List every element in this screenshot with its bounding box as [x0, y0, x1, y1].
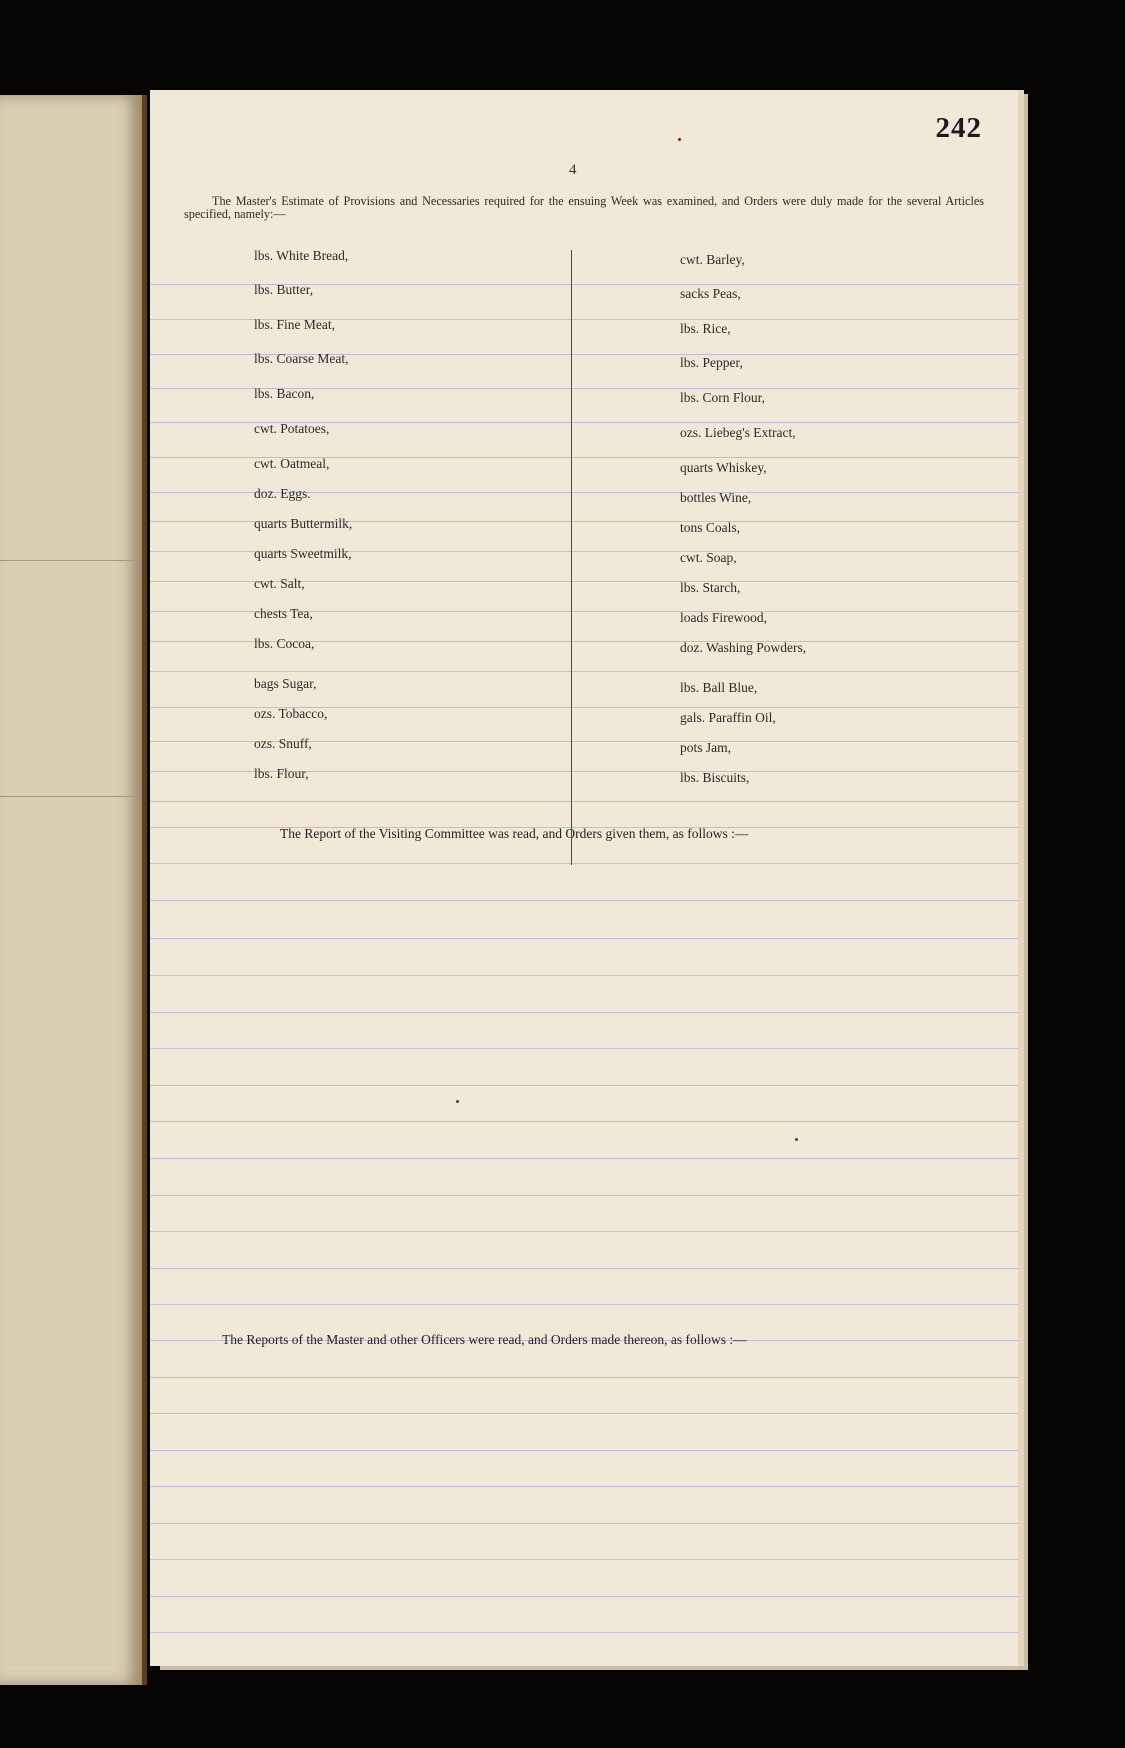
ruled-line — [150, 1121, 1018, 1122]
facing-page — [0, 95, 147, 1685]
ruled-line — [150, 1012, 1018, 1013]
provision-item: lbs. Corn Flour, — [680, 390, 765, 405]
provision-item: tons Coals, — [680, 520, 741, 535]
provision-item: cwt. Salt, — [254, 576, 305, 591]
estimate-intro: The Master's Estimate of Provisions and Necessaries required for the ensuing Week was examined, and Orders were duly made for the several Articles specified, namely:— — [184, 194, 984, 221]
provision-item: lbs. White Bread, — [254, 248, 349, 263]
provision-item: lbs. Ball Blue, — [680, 680, 758, 695]
ruled-line — [150, 1048, 1018, 1049]
provision-item: lbs. Starch, — [680, 580, 741, 595]
ink-speck — [456, 1100, 459, 1103]
ruled-line — [150, 863, 1018, 864]
provision-item: bottles Wine, — [680, 490, 752, 505]
provision-item: lbs. Pepper, — [680, 355, 743, 370]
ruled-line — [150, 1596, 1018, 1597]
provision-item: lbs. Cocoa, — [254, 636, 315, 651]
ruled-line — [150, 1195, 1018, 1196]
ruled-line — [150, 1268, 1018, 1269]
ruled-line — [150, 900, 1018, 901]
provision-item: lbs. Coarse Meat, — [254, 351, 349, 366]
provision-item: ozs. Tobacco, — [254, 706, 328, 721]
facing-page-box — [0, 560, 137, 797]
ruled-line — [150, 1231, 1018, 1232]
sheet-number: 4 — [569, 162, 577, 178]
provision-item: ozs. Liebeg's Extract, — [680, 425, 796, 440]
provision-item: lbs. Bacon, — [254, 386, 315, 401]
provision-item: lbs. Biscuits, — [680, 770, 750, 785]
ink-speck — [678, 138, 681, 141]
ruled-line — [150, 671, 1018, 672]
provision-item: lbs. Flour, — [254, 766, 309, 781]
ruled-line — [150, 801, 1018, 802]
provision-item: lbs. Rice, — [680, 321, 731, 336]
provision-item: doz. Eggs. — [254, 486, 311, 501]
ruled-line — [150, 1413, 1018, 1414]
provision-item: ozs. Snuff, — [254, 736, 312, 751]
provision-item: gals. Paraffin Oil, — [680, 710, 776, 725]
provision-item: bags Sugar, — [254, 676, 317, 691]
provision-item: cwt. Soap, — [680, 550, 737, 565]
ruled-line — [150, 1304, 1018, 1305]
provision-item: lbs. Butter, — [254, 282, 314, 297]
ruled-line — [150, 938, 1018, 939]
officers-report-heading: The Reports of the Master and other Officers were read, and Orders made thereon, as follows :— — [222, 1332, 747, 1347]
ruled-line — [150, 1085, 1018, 1086]
provision-item: lbs. Fine Meat, — [254, 317, 335, 332]
provision-item: quarts Buttermilk, — [254, 516, 353, 531]
ruled-line — [150, 1632, 1018, 1633]
provision-item: chests Tea, — [254, 606, 313, 621]
provision-item: loads Firewood, — [680, 610, 767, 625]
provision-item: cwt. Barley, — [680, 252, 745, 267]
ruled-line — [150, 1559, 1018, 1560]
provision-item: sacks Peas, — [680, 286, 741, 301]
page-number: 242 — [935, 112, 982, 144]
ruled-line — [150, 1523, 1018, 1524]
provision-item: pots Jam, — [680, 740, 732, 755]
provision-item: cwt. Potatoes, — [254, 421, 330, 436]
provision-item: cwt. Oatmeal, — [254, 456, 330, 471]
provision-item: quarts Sweetmilk, — [254, 546, 352, 561]
ruled-line — [150, 1158, 1018, 1159]
ink-speck — [795, 1138, 798, 1141]
ruled-line — [150, 1486, 1018, 1487]
provision-item: doz. Washing Powders, — [680, 640, 807, 655]
ruled-line — [150, 1450, 1018, 1451]
provision-item: quarts Whiskey, — [680, 460, 767, 475]
visiting-committee-heading: The Report of the Visiting Committee was read, and Orders given them, as follows :— — [280, 826, 749, 841]
ruled-line — [150, 975, 1018, 976]
ruled-line — [150, 1377, 1018, 1378]
column-divider — [571, 250, 572, 865]
ledger-page — [150, 90, 1018, 1666]
